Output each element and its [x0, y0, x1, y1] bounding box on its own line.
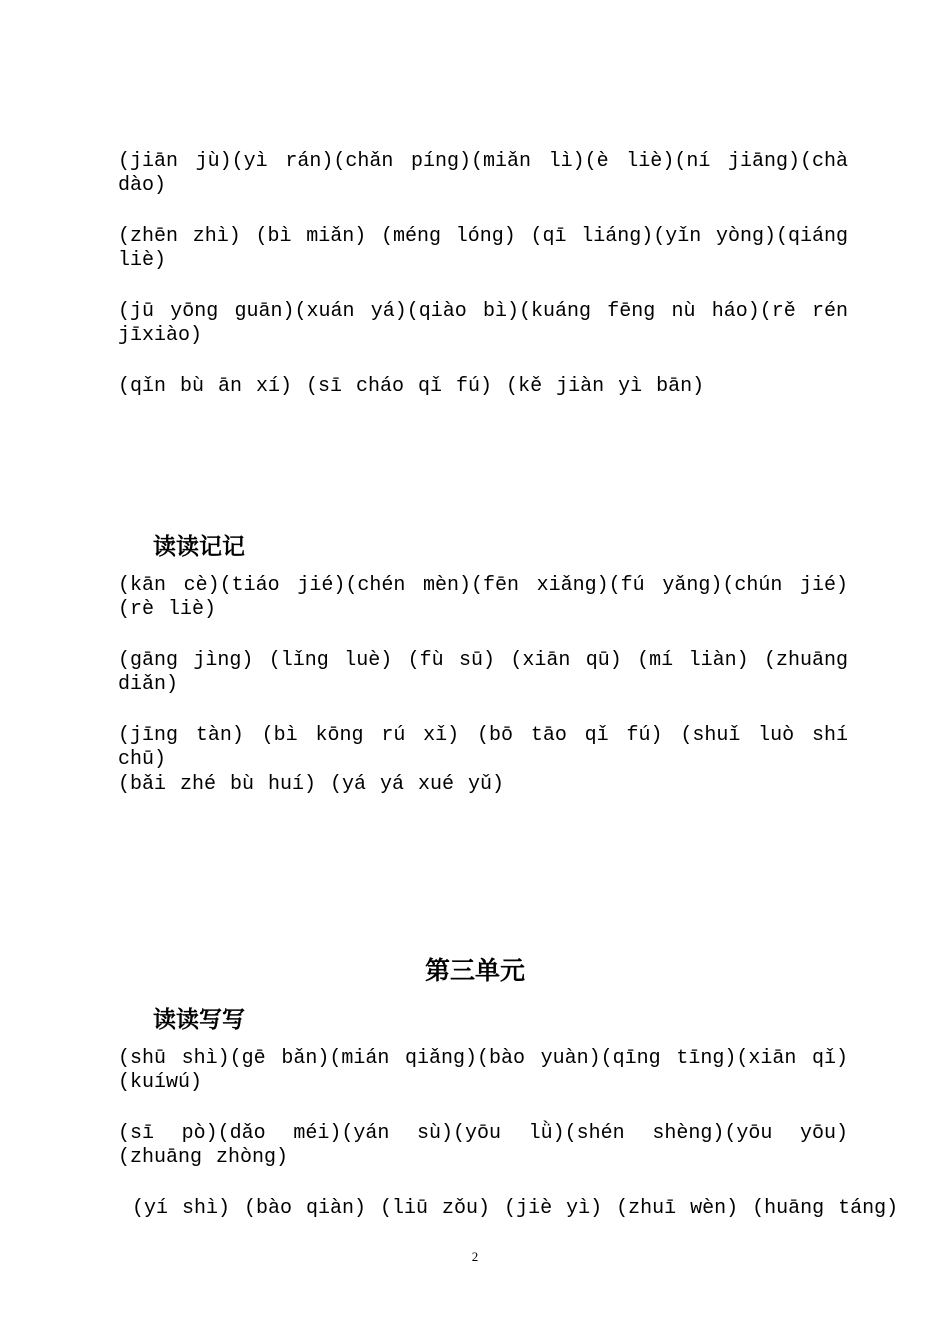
section-heading-du-du-ji-ji: 读读记记	[153, 534, 245, 560]
unit-title: 第三单元	[424, 956, 525, 985]
pinyin-line-6: (gāng jìng) (lǐng luè) (fù sū) (xiān qū) (mí liàn) (zhuāng diǎn)	[118, 649, 848, 696]
pinyin-line-4: (qǐn bù ān xí) (sī cháo qǐ fú) (kě jiàn yì bān)	[118, 375, 705, 398]
pinyin-line-3: (jū yōng guān)(xuán yá)(qiào bì)(kuáng fēng nù háo)(rě rén jīxiào)	[118, 300, 848, 347]
section-heading-du-du-xie-xie: 读读写写	[153, 1007, 245, 1033]
pinyin-line-11: (yí shì) (bào qiàn) (liū zǒu) (jiè yì) (zhuī wèn) (huāng táng)	[118, 1197, 899, 1220]
page-number: 2	[471, 1249, 479, 1264]
pinyin-line-10: (sī pò)(dǎo méi)(yán sù)(yōu lǜ)(shén shèng)(yōu yōu)(zhuāng zhòng)	[118, 1122, 848, 1169]
pinyin-line-2: (zhēn zhì) (bì miǎn) (méng lóng) (qī liáng)(yǐn yòng)(qiáng liè)	[118, 225, 848, 272]
pinyin-line-7: (jīng tàn) (bì kōng rú xǐ) (bō tāo qǐ fú) (shuǐ luò shí chū)	[118, 724, 848, 771]
pinyin-line-9: (shū shì)(gē bǎn)(mián qiǎng)(bào yuàn)(qīng tīng)(xiān qǐ) (kuíwú)	[118, 1047, 848, 1094]
pinyin-line-8: (bǎi zhé bù huí) (yá yá xué yǔ)	[118, 773, 505, 796]
pinyin-line-5: (kān cè)(tiáo jié)(chén mèn)(fēn xiǎng)(fú yǎng)(chún jié)(rè liè)	[118, 574, 848, 621]
pinyin-line-1: (jiān jù)(yì rán)(chǎn píng)(miǎn lì)(è liè)(ní jiāng)(chà dào)	[118, 150, 848, 197]
